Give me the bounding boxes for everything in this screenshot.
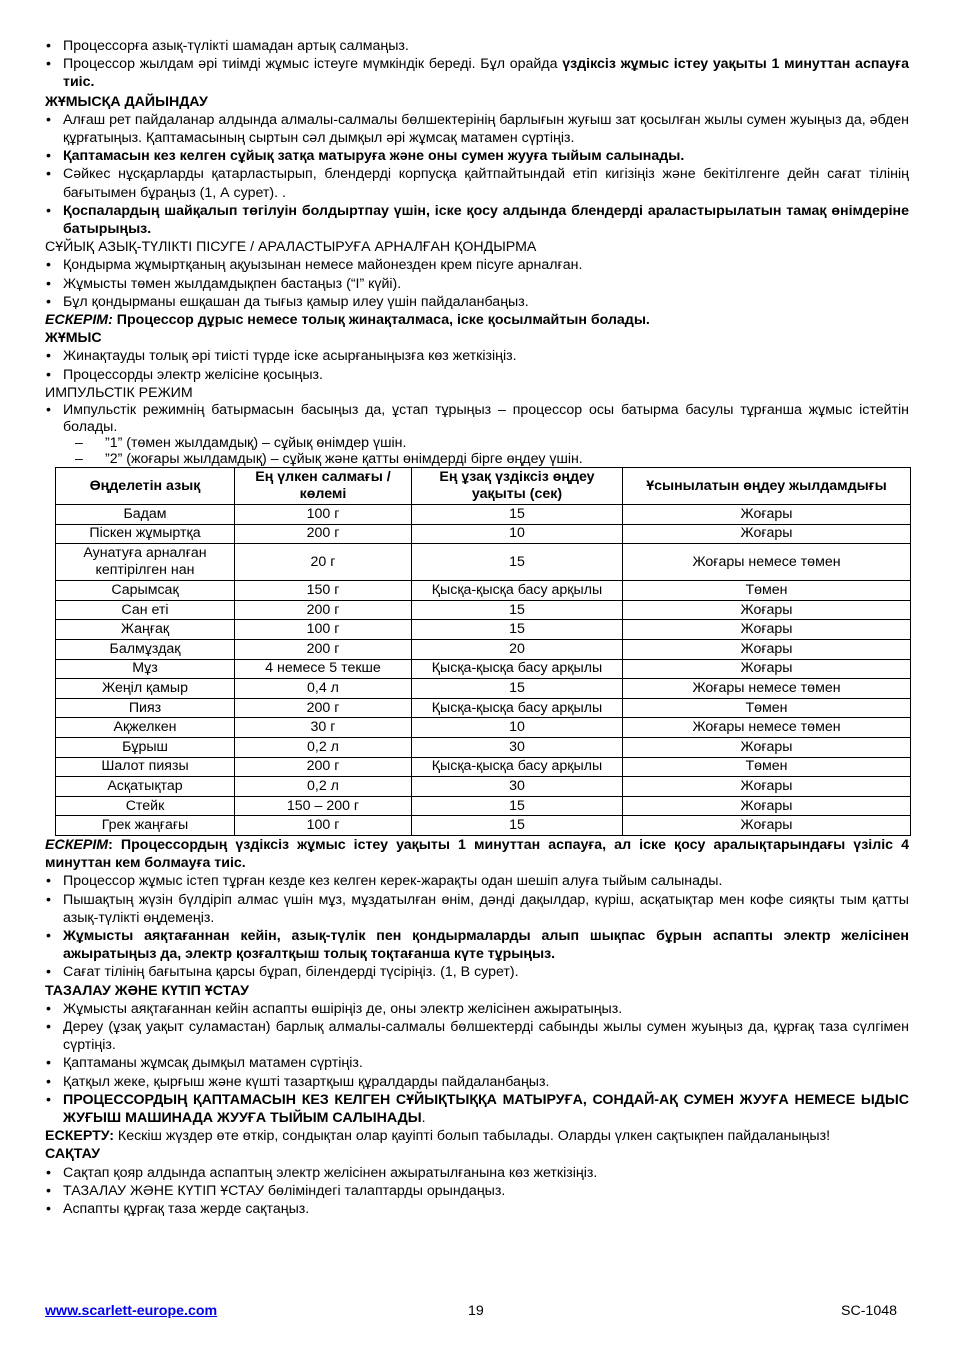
table-cell: Жоғары <box>623 659 911 679</box>
list-item: • ТАЗАЛАУ ЖӘНЕ КҮТІП ҰСТАУ бөліміндегі талаптарды орындаңыз. <box>45 1182 909 1200</box>
table-row <box>56 738 911 758</box>
prep-bullet-list <box>45 111 909 238</box>
list-item: • Жинақтауды толық әрі тиісті түрде іске асырғаныңызға көз жеткізіңіз. <box>45 347 909 365</box>
table-cell: Сан еті <box>56 600 235 620</box>
list-item: • Процессор жұмыс істеп тұрған кезде кез келген керек-жарақты одан шешіп алуға тыйым салынады. <box>45 872 909 890</box>
table-cell: Пияз <box>56 698 235 718</box>
table-row <box>56 757 911 777</box>
table-cell: Жоғары немесе төмен <box>623 718 911 738</box>
table-cell: 0,2 л <box>235 738 412 758</box>
table-cell: 15 <box>412 796 623 816</box>
table-cell: 30 <box>412 777 623 797</box>
table-cell: 20 г <box>235 544 412 581</box>
table-cell: Бұрыш <box>56 738 235 758</box>
table-cell: 30 <box>412 738 623 758</box>
note-assembly: ЕСКЕРІМ: Процессор дұрыс немесе толық жинақталмаса, іске қосылмайтын болады. <box>45 312 650 329</box>
column-header: Ең ұзақ үздіксіз өңдеу уақыты (сек) <box>412 468 623 505</box>
table-row <box>56 718 911 738</box>
table-row <box>56 544 911 581</box>
table-cell: Сарымсақ <box>56 581 235 601</box>
column-header: Өңделетін азық <box>56 468 235 505</box>
table-cell: 20 <box>412 640 623 660</box>
cleaning-bullet-list <box>45 1000 909 1127</box>
table-row <box>56 620 911 640</box>
table-cell: Аунатуға арналған кептірілген нан <box>56 544 235 581</box>
table-row <box>56 796 911 816</box>
model-number: SC-1048 <box>841 1303 897 1319</box>
table-cell: 15 <box>412 600 623 620</box>
table-cell: Қысқа-қысқа басу арқылы <box>412 659 623 679</box>
table-cell: 15 <box>412 679 623 699</box>
table-cell: Бадам <box>56 505 235 525</box>
table-cell: Қысқа-қысқа басу арқылы <box>412 698 623 718</box>
table-cell: Жоғары <box>623 738 911 758</box>
section-heading-work: ЖҰМЫС <box>45 330 102 347</box>
list-item: • Қоспалардың шайқалып төгілуін болдыртпау үшін, іске қосу алдында блендерді араластырылатын тамақ өнімдеріне батырыңыз. <box>45 202 909 238</box>
list-item: • Аспапты құрғақ таза жерде сақтаңыз. <box>45 1200 909 1218</box>
whisk-bullet-list <box>45 256 909 311</box>
note-runtime: ЕСКЕРІМ: Процессордың үздіксіз жұмыс істеу уақыты 1 минуттан аспауға, ал іске қосу аралықтарындағы үзіліс 4 минуттан кем болмауға тиіс. <box>45 836 909 872</box>
website-link[interactable]: www.scarlett-europe.com <box>45 1303 218 1319</box>
table-cell: 100 г <box>235 816 412 836</box>
table-cell: 200 г <box>235 524 412 544</box>
table-cell: Жоғары <box>623 600 911 620</box>
table-cell: 200 г <box>235 640 412 660</box>
column-header: Ұсынылатын өңдеу жылдамдығы <box>623 468 911 505</box>
processing-table <box>55 467 911 836</box>
table-cell: 150 – 200 г <box>235 796 412 816</box>
table-cell: Төмен <box>623 581 911 601</box>
list-item: • Дереу (ұзақ уақыт суламастан) барлық алмалы-салмалы бөлшектерді сабынды жылы сумен жуыңыз да, құрғақ таза сүлгімен сүртіңіз. <box>45 1018 909 1054</box>
pulse-dash-list <box>45 435 909 467</box>
table-cell: Төмен <box>623 698 911 718</box>
table-cell: Піскен жұмыртқа <box>56 524 235 544</box>
table-cell: 0,4 л <box>235 679 412 699</box>
list-item: • Процессорға азық-түлікті шамадан артық салмаңыз. <box>45 37 909 55</box>
table-row <box>56 679 911 699</box>
table-cell: Стейк <box>56 796 235 816</box>
column-header: Ең үлкен салмағы / көлемі <box>235 468 412 505</box>
table-cell: Жоғары немесе төмен <box>623 544 911 581</box>
pulse-bullet-list <box>45 402 909 435</box>
work-bullet-list <box>45 347 909 383</box>
table-header-row <box>56 468 911 505</box>
warning-blades: ЕСКЕРТУ: Кескіш жүздер өте өткір, сондықтан олар қауіпті болып табылады. Оларды үлкен сақтықпен пайдаланыңыз! <box>45 1128 831 1145</box>
list-item: • Процессор жылдам әрі тиімді жұмыс істеуге мүмкіндік береді. Бұл орайда үздіксіз жұмыс істеу уақыты 1 минуттан аспауға тиіс. <box>45 55 909 91</box>
table-cell: 15 <box>412 505 623 525</box>
table-row <box>56 505 911 525</box>
table-cell: Жоғары <box>623 777 911 797</box>
table-cell: 200 г <box>235 698 412 718</box>
dash-item: – ”2” (жоғары жылдамдық) – сұйық және қатты өнімдерді бірге өңдеу үшін. <box>45 451 909 467</box>
list-item: • Алғаш рет пайдаланар алдында алмалы-салмалы бөлшектерінің барлығын жуғыш зат қосылған жылы сумен жуыңыз да, әбден құрғатыңыз. Қаптамасының сыртын сәл дымқыл әрі жұмсақ матамен сүртіңіз. <box>45 111 909 147</box>
list-item: • Қатқыл жеке, қырғыш және күшті тазартқыш құралдарды пайдаланбаңыз. <box>45 1073 909 1091</box>
list-item: • Сақтап қояр алдында аспаптың электр желісінен ажыратылғанына көз жеткізіңіз. <box>45 1164 909 1182</box>
table-cell: 100 г <box>235 620 412 640</box>
table-cell: Жоғары <box>623 620 911 640</box>
table-cell: 150 г <box>235 581 412 601</box>
table-cell: 0,2 л <box>235 777 412 797</box>
table-cell: Жоғары <box>623 796 911 816</box>
list-item: • Пышақтың жүзін бүлдіріп алмас үшін мұз, мұздатылған өнім, дәнді дақылдар, күріш, асқатықтар мен кофе сияқты тым қатты азық-түлікті өңдемеңіз. <box>45 891 909 927</box>
top-bullet-list <box>45 37 909 92</box>
table-cell: Төмен <box>623 757 911 777</box>
table-row <box>56 698 911 718</box>
list-item: • Бұл қондырманы ешқашан да тығыз қамыр илеу үшін пайдаланбаңыз. <box>45 293 909 311</box>
document-page <box>45 37 909 1218</box>
table-row <box>56 777 911 797</box>
table-cell: Ақжелкен <box>56 718 235 738</box>
section-heading-storage: САҚТАУ <box>45 1146 101 1163</box>
table-row <box>56 524 911 544</box>
table-row <box>56 640 911 660</box>
section-heading-whisk: СҰЙЫҚ АЗЫҚ-ТҮЛІКТІ ПІСУГЕ / АРАЛАСТЫРУҒА АРНАЛҒАН ҚОНДЫРМА <box>45 239 537 256</box>
table-cell: Жоғары <box>623 816 911 836</box>
table-cell: Қысқа-қысқа басу арқылы <box>412 757 623 777</box>
storage-bullet-list <box>45 1164 909 1219</box>
list-item: • Импульстік режимнің батырмасын басыңыз да, ұстап тұрыңыз – процессор осы батырма басулы тұрғанша жұмыс істейтін болады. <box>45 402 909 435</box>
list-item: • Жұмысты төмен жылдамдықпен бастаңыз (“I” күйі). <box>45 275 909 293</box>
table-cell: 100 г <box>235 505 412 525</box>
table-cell: 15 <box>412 544 623 581</box>
list-item: • Сағат тілінің бағытына қарсы бұрап, бiлендердi түсiрiңiз. (1, В сурет). <box>45 963 909 981</box>
table-cell: Балмұздақ <box>56 640 235 660</box>
table-cell: Жоғары <box>623 505 911 525</box>
table-cell: 10 <box>412 718 623 738</box>
table-cell: 4 немесе 5 текше <box>235 659 412 679</box>
section-heading-prep: ЖҰМЫСҚА ДАЙЫНДАУ <box>45 93 208 110</box>
list-item: • Процессорды электр желісіне қосыңыз. <box>45 366 909 384</box>
table-cell: Жоғары немесе төмен <box>623 679 911 699</box>
list-item: • ПРОЦЕССОРДЫҢ ҚАПТАМАСЫН КЕЗ КЕЛГЕН СҰЙЫҚТЫҚҚА МАТЫРУҒА, СОНДАЙ-АҚ СУМЕН ЖУУҒА НЕМЕСЕ ЫДЫС ЖУҒЫШ МАШИНАДА ЖУУҒА ТЫЙЫМ САЛЫНАДЫ. <box>45 1091 909 1127</box>
table-cell: Жоғары <box>623 524 911 544</box>
page-number: 19 <box>468 1303 484 1319</box>
table-cell: 15 <box>412 620 623 640</box>
table-cell: Жоғары <box>623 640 911 660</box>
section-heading-cleaning: ТАЗАЛАУ ЖӘНЕ КҮТІП ҰСТАУ <box>45 982 249 999</box>
table-cell: Жаңғақ <box>56 620 235 640</box>
dash-item: – ”1” (төмен жылдамдық) – сұйық өнімдер үшін. <box>45 435 909 451</box>
section-heading-pulse: ИМПУЛЬСТІК РЕЖИМ <box>45 384 193 401</box>
table-cell: 30 г <box>235 718 412 738</box>
table-cell: Асқатықтар <box>56 777 235 797</box>
table-row <box>56 659 911 679</box>
list-item: • Сәйкес нұсқарларды қатарластырып, блендерді корпусқа қайтпайтындай етіп кигізіңіз және бекітілгенге дейн сағат тілінің бағытымен бұраңыз (1, А сурет). . <box>45 165 909 201</box>
after-bullet-list <box>45 872 909 981</box>
table-cell: 200 г <box>235 757 412 777</box>
table-row <box>56 816 911 836</box>
table-cell: Жеңіл қамыр <box>56 679 235 699</box>
list-item: • Жұмысты аяқтағаннан кейін, азық-түлік пен қондырмаларды алып шықпас бұрын аспапты электр желісінен ажыратыңыз да, электр қозғалтқыш толық тоқтағанша күте тұрыңыз. <box>45 927 909 963</box>
table-cell: Грек жаңғағы <box>56 816 235 836</box>
table-cell: Шалот пиязы <box>56 757 235 777</box>
table-cell: Қысқа-қысқа басу арқылы <box>412 581 623 601</box>
table-row <box>56 581 911 601</box>
table-row <box>56 600 911 620</box>
list-item: • Қаптамасын кез келген сұйық затқа матыруға және оны сумен жууға тыйым салынады. <box>45 147 909 165</box>
table-cell: 10 <box>412 524 623 544</box>
list-item: • Жұмысты аяқтағаннан кейін аспапты өшіріңіз де, оны электр желісінен ажыратыңыз. <box>45 1000 909 1018</box>
table-cell: Мұз <box>56 659 235 679</box>
table-cell: 15 <box>412 816 623 836</box>
list-item: • Қондырма жұмыртқаның ақуызынан немесе майонезден крем пісуге арналған. <box>45 256 909 274</box>
table-cell: 200 г <box>235 600 412 620</box>
list-item: • Қаптаманы жұмсақ дымқыл матамен сүртіңіз. <box>45 1054 909 1072</box>
page-footer <box>45 1303 909 1323</box>
